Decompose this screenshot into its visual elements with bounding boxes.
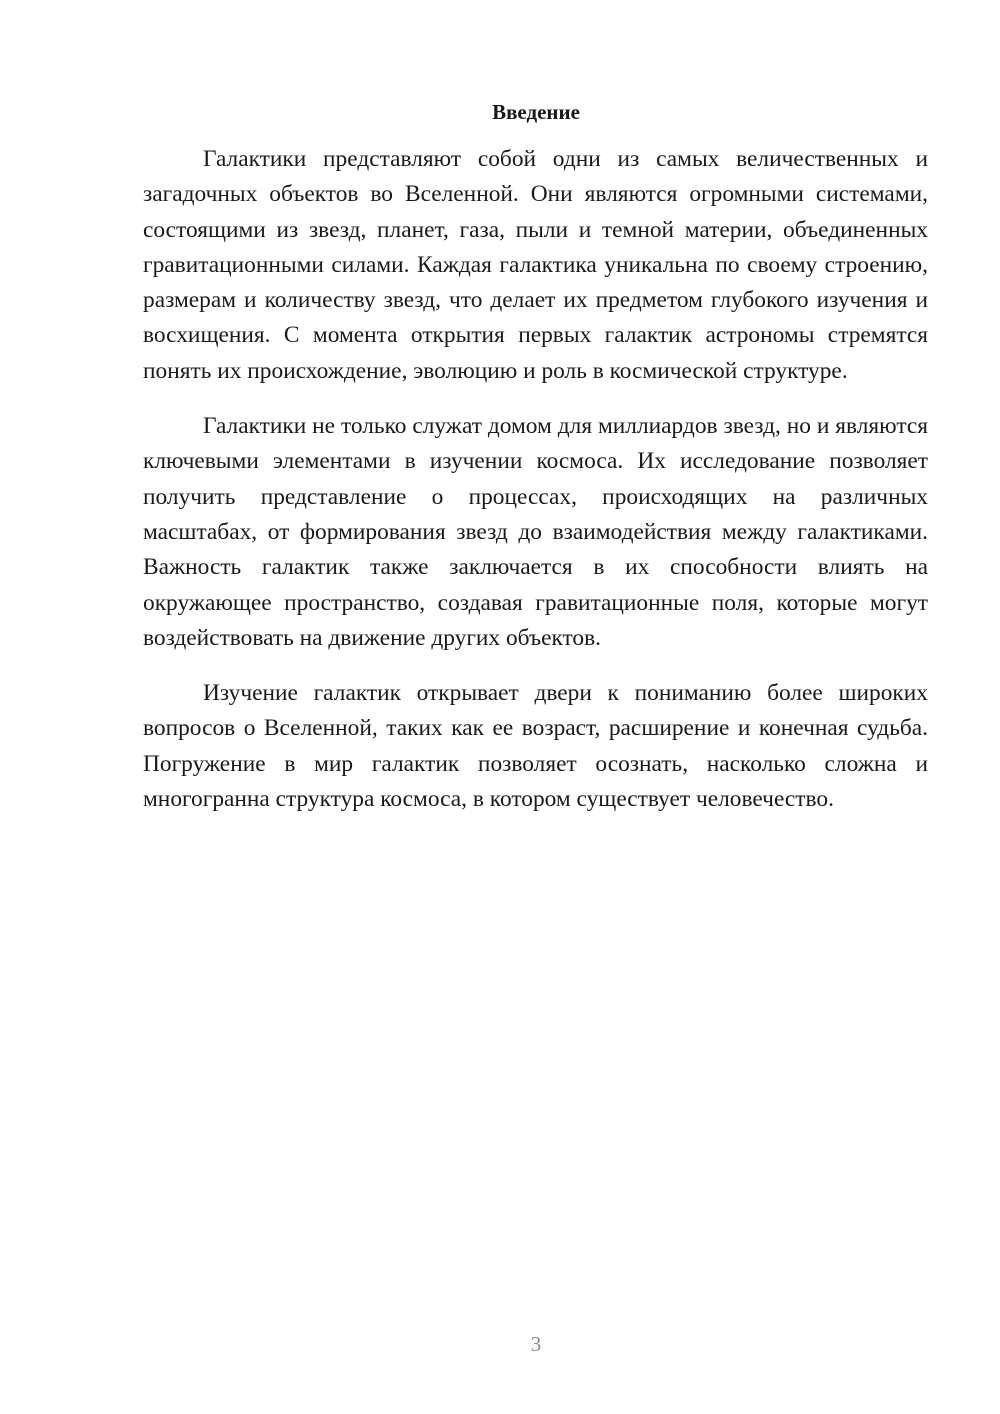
paragraph-1: Галактики представляют собой одни из самых величественных и загадочных объектов во Вселенной. Они являются огромными системами, состоящими из звезд, планет, газа, пыли и темной материи, объединенных гравитационными силами. Каждая галактика уникальна по своему строению, размерам и количеству звезд, что делает их предметом глубокого изучения и восхищения. С момента открытия первых галактик астрономы стремятся понять их происхождение, эволюцию и роль в космической структуре. — [143, 146, 928, 384]
body-text — [143, 142, 928, 837]
paragraph-3: Изучение галактик открывает двери к пониманию более широких вопросов о Вселенной, таких как ее возраст, расширение и конечная судьба. Погружение в мир галактик позволяет осознать, насколько сложна и многогранна структура космоса, в котором существует человечество. — [143, 680, 928, 813]
section-heading: Введение — [492, 100, 580, 124]
paragraph-2: Галактики не только служат домом для миллиардов звезд, но и являются ключевыми элементами в изучении космоса. Их исследование позволяет получить представление о процессах, происходящих на различных масштабах, от формирования звезд до взаимодействия между галактиками. Важность галактик также заключается в их способности влиять на окружающее пространство, создавая гравитационные поля, которые могут воздействовать на движение других объектов. — [143, 413, 928, 651]
page-number: 3 — [530, 1332, 542, 1356]
